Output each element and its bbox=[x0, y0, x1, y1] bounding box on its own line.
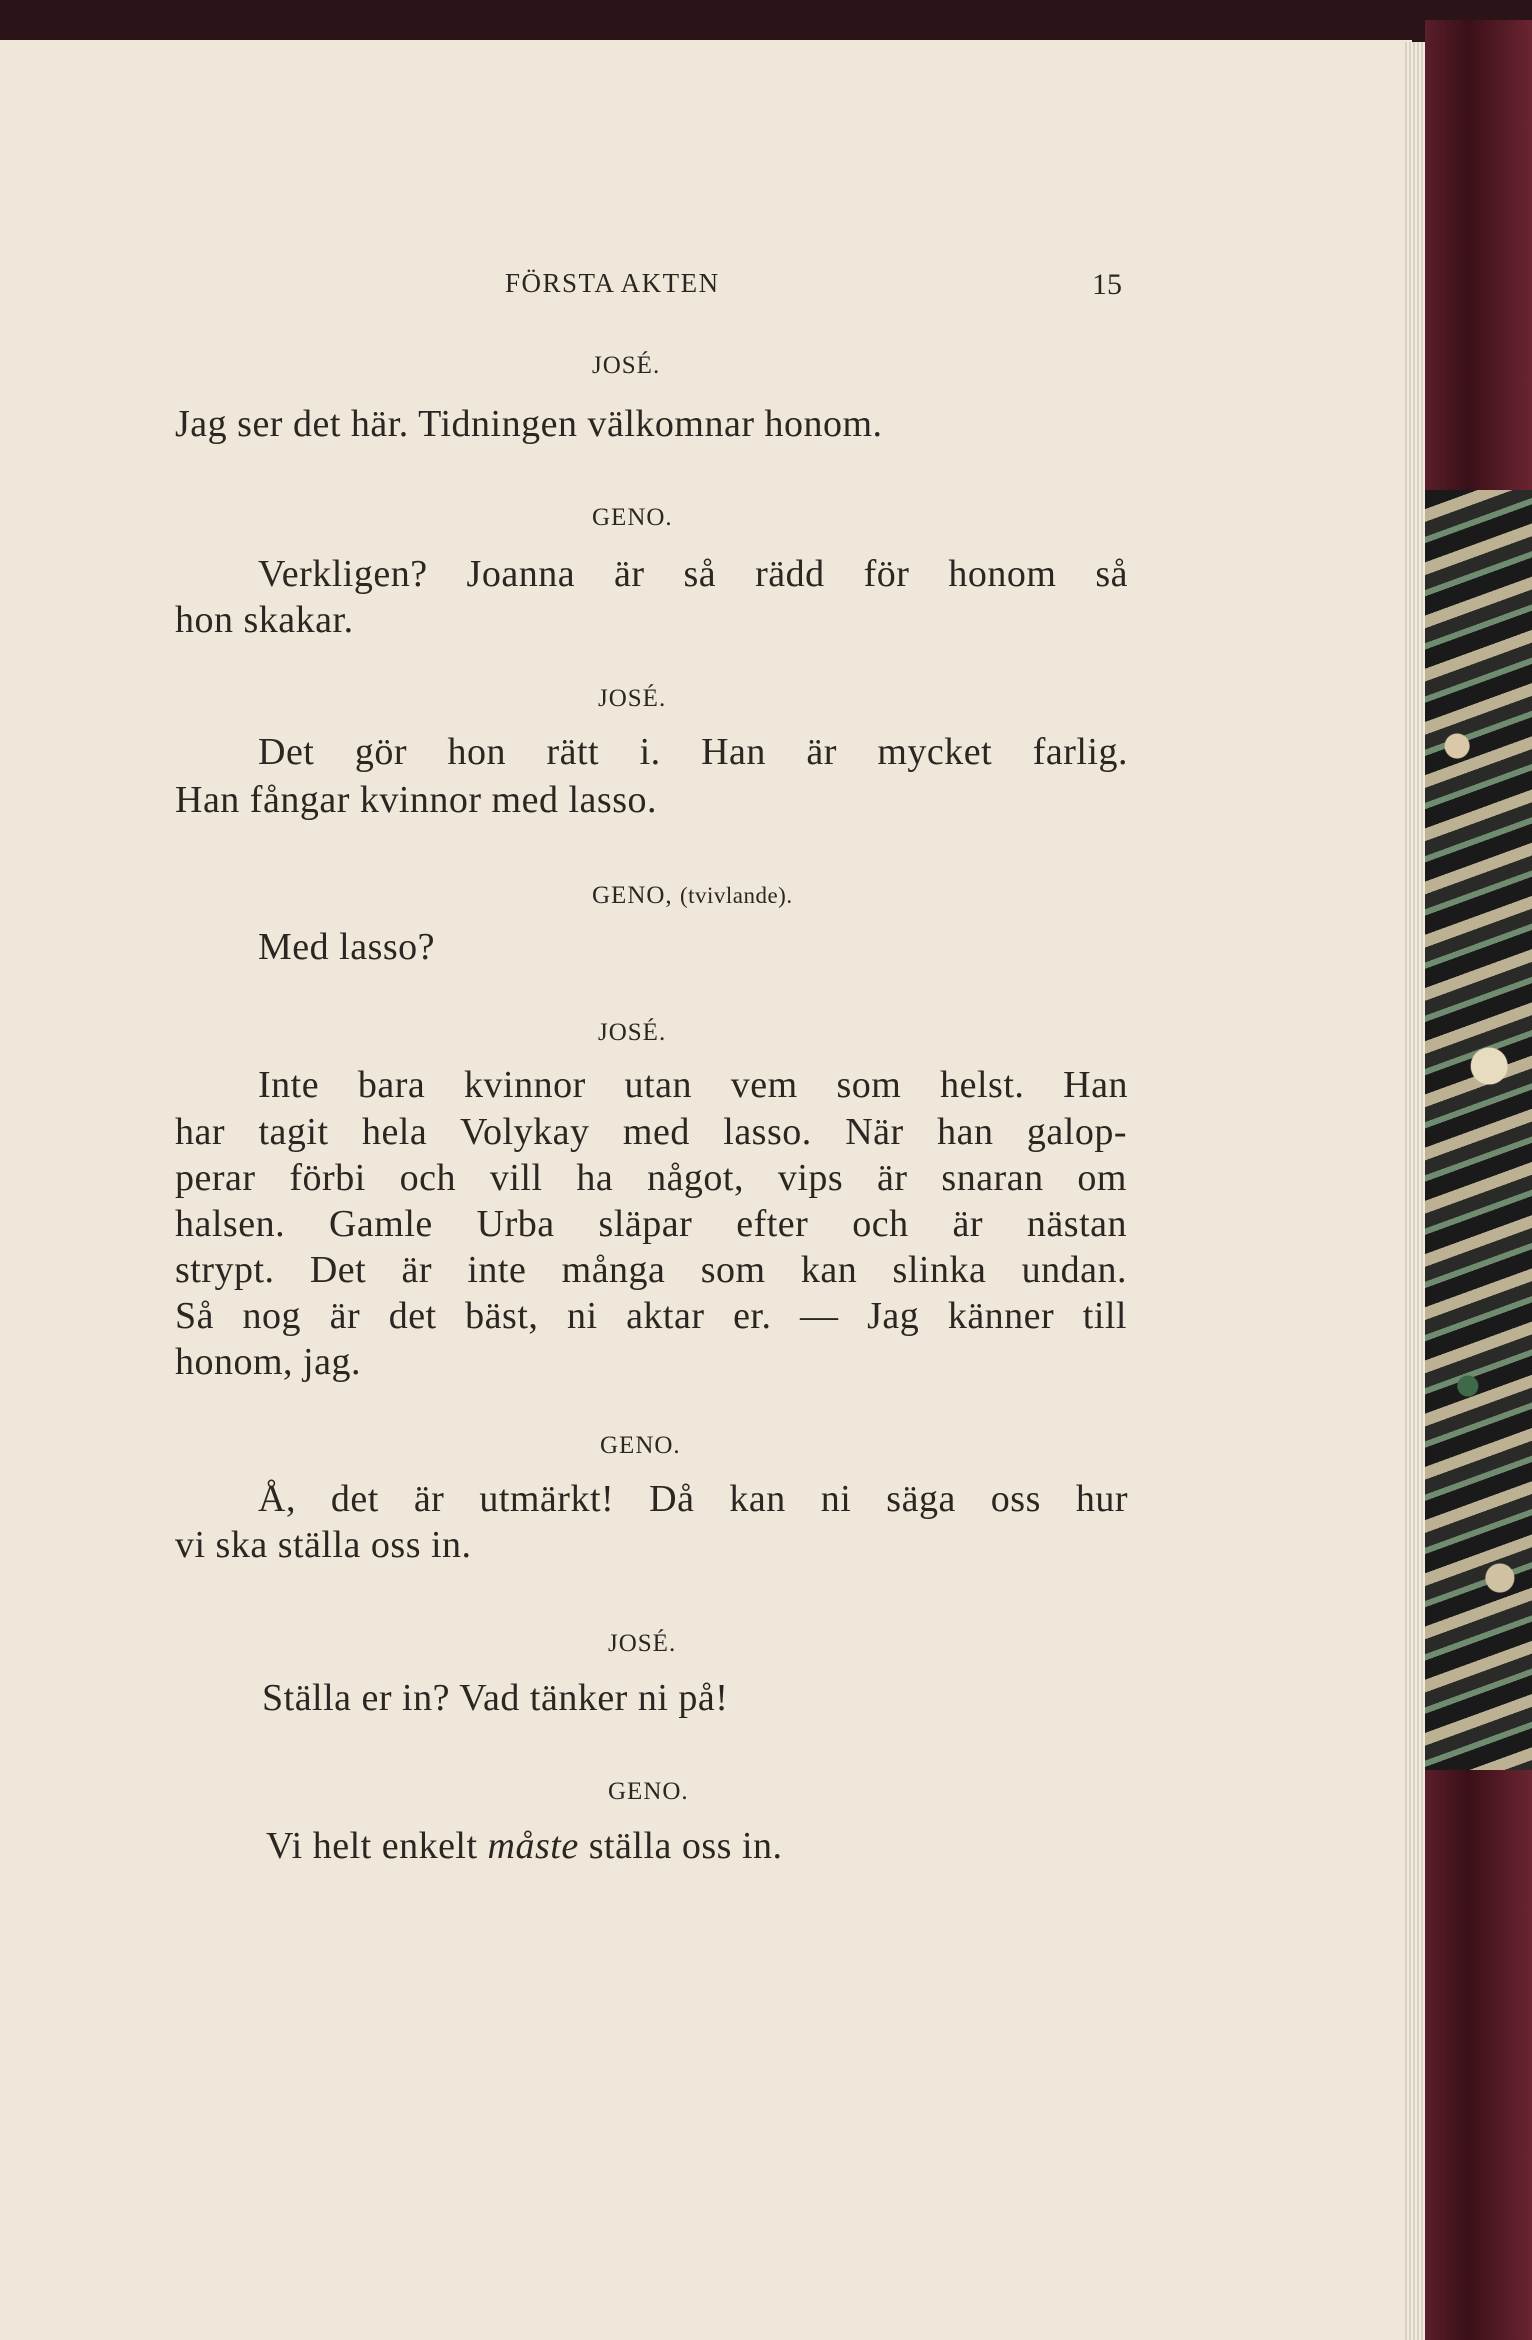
stage-direction: (tvivlande). bbox=[679, 883, 793, 908]
speaker-name: GENO. bbox=[600, 1432, 681, 1459]
dialogue-line: halsen. Gamle Urba släpar efter och är nästan bbox=[175, 1203, 1127, 1245]
speaker-label: GENO, bbox=[592, 882, 673, 909]
dialogue-line: Det gör hon rätt i. Han är mycket farlig. bbox=[258, 731, 1128, 773]
dialogue-line: har tagit hela Volykay med lasso. När han galop- bbox=[175, 1111, 1127, 1153]
dialogue-line: honom, jag. bbox=[175, 1341, 361, 1383]
speaker-name: JOSÉ. bbox=[598, 1019, 667, 1046]
speaker-name: JOSÉ. bbox=[592, 352, 661, 379]
dialogue-line: Så nog är det bäst, ni aktar er. — Jag känner till bbox=[175, 1295, 1127, 1337]
dialogue-line: strypt. Det är inte många som kan slinka undan. bbox=[175, 1249, 1127, 1291]
speaker-name: GENO. bbox=[608, 1778, 689, 1805]
dialogue-line: Ställa er in? Vad tänker ni på! bbox=[262, 1677, 729, 1719]
dialogue-line: vi ska ställa oss in. bbox=[175, 1524, 472, 1566]
dialogue-line: Å, det är utmärkt! Då kan ni säga oss hur bbox=[258, 1478, 1128, 1520]
dialogue-line: perar förbi och vill ha något, vips är snaran om bbox=[175, 1157, 1127, 1199]
speaker-name: JOSÉ. bbox=[608, 1630, 677, 1657]
dialogue-line: Verkligen? Joanna är så rädd för honom så bbox=[258, 553, 1128, 595]
marbled-endpaper bbox=[1425, 490, 1532, 1770]
speaker-name: GENO. bbox=[592, 504, 673, 531]
speaker-name bbox=[592, 880, 793, 912]
page-number: 15 bbox=[1092, 268, 1122, 301]
dialogue-line: Med lasso? bbox=[258, 926, 436, 968]
line-text: ställa oss in. bbox=[578, 1825, 783, 1867]
line-text: Vi helt enkelt bbox=[266, 1825, 488, 1867]
running-head: FÖRSTA AKTEN bbox=[505, 268, 720, 298]
dialogue-line: hon skakar. bbox=[175, 599, 354, 641]
dialogue-line: Han fångar kvinnor med lasso. bbox=[175, 779, 657, 821]
dialogue-line: Jag ser det här. Tidningen välkomnar honom. bbox=[175, 403, 883, 445]
dialogue-line bbox=[266, 1824, 783, 1868]
speaker-name: JOSÉ. bbox=[598, 685, 667, 712]
emphasized-word: måste bbox=[487, 1825, 579, 1867]
dialogue-line: Inte bara kvinnor utan vem som helst. Han bbox=[258, 1064, 1128, 1106]
